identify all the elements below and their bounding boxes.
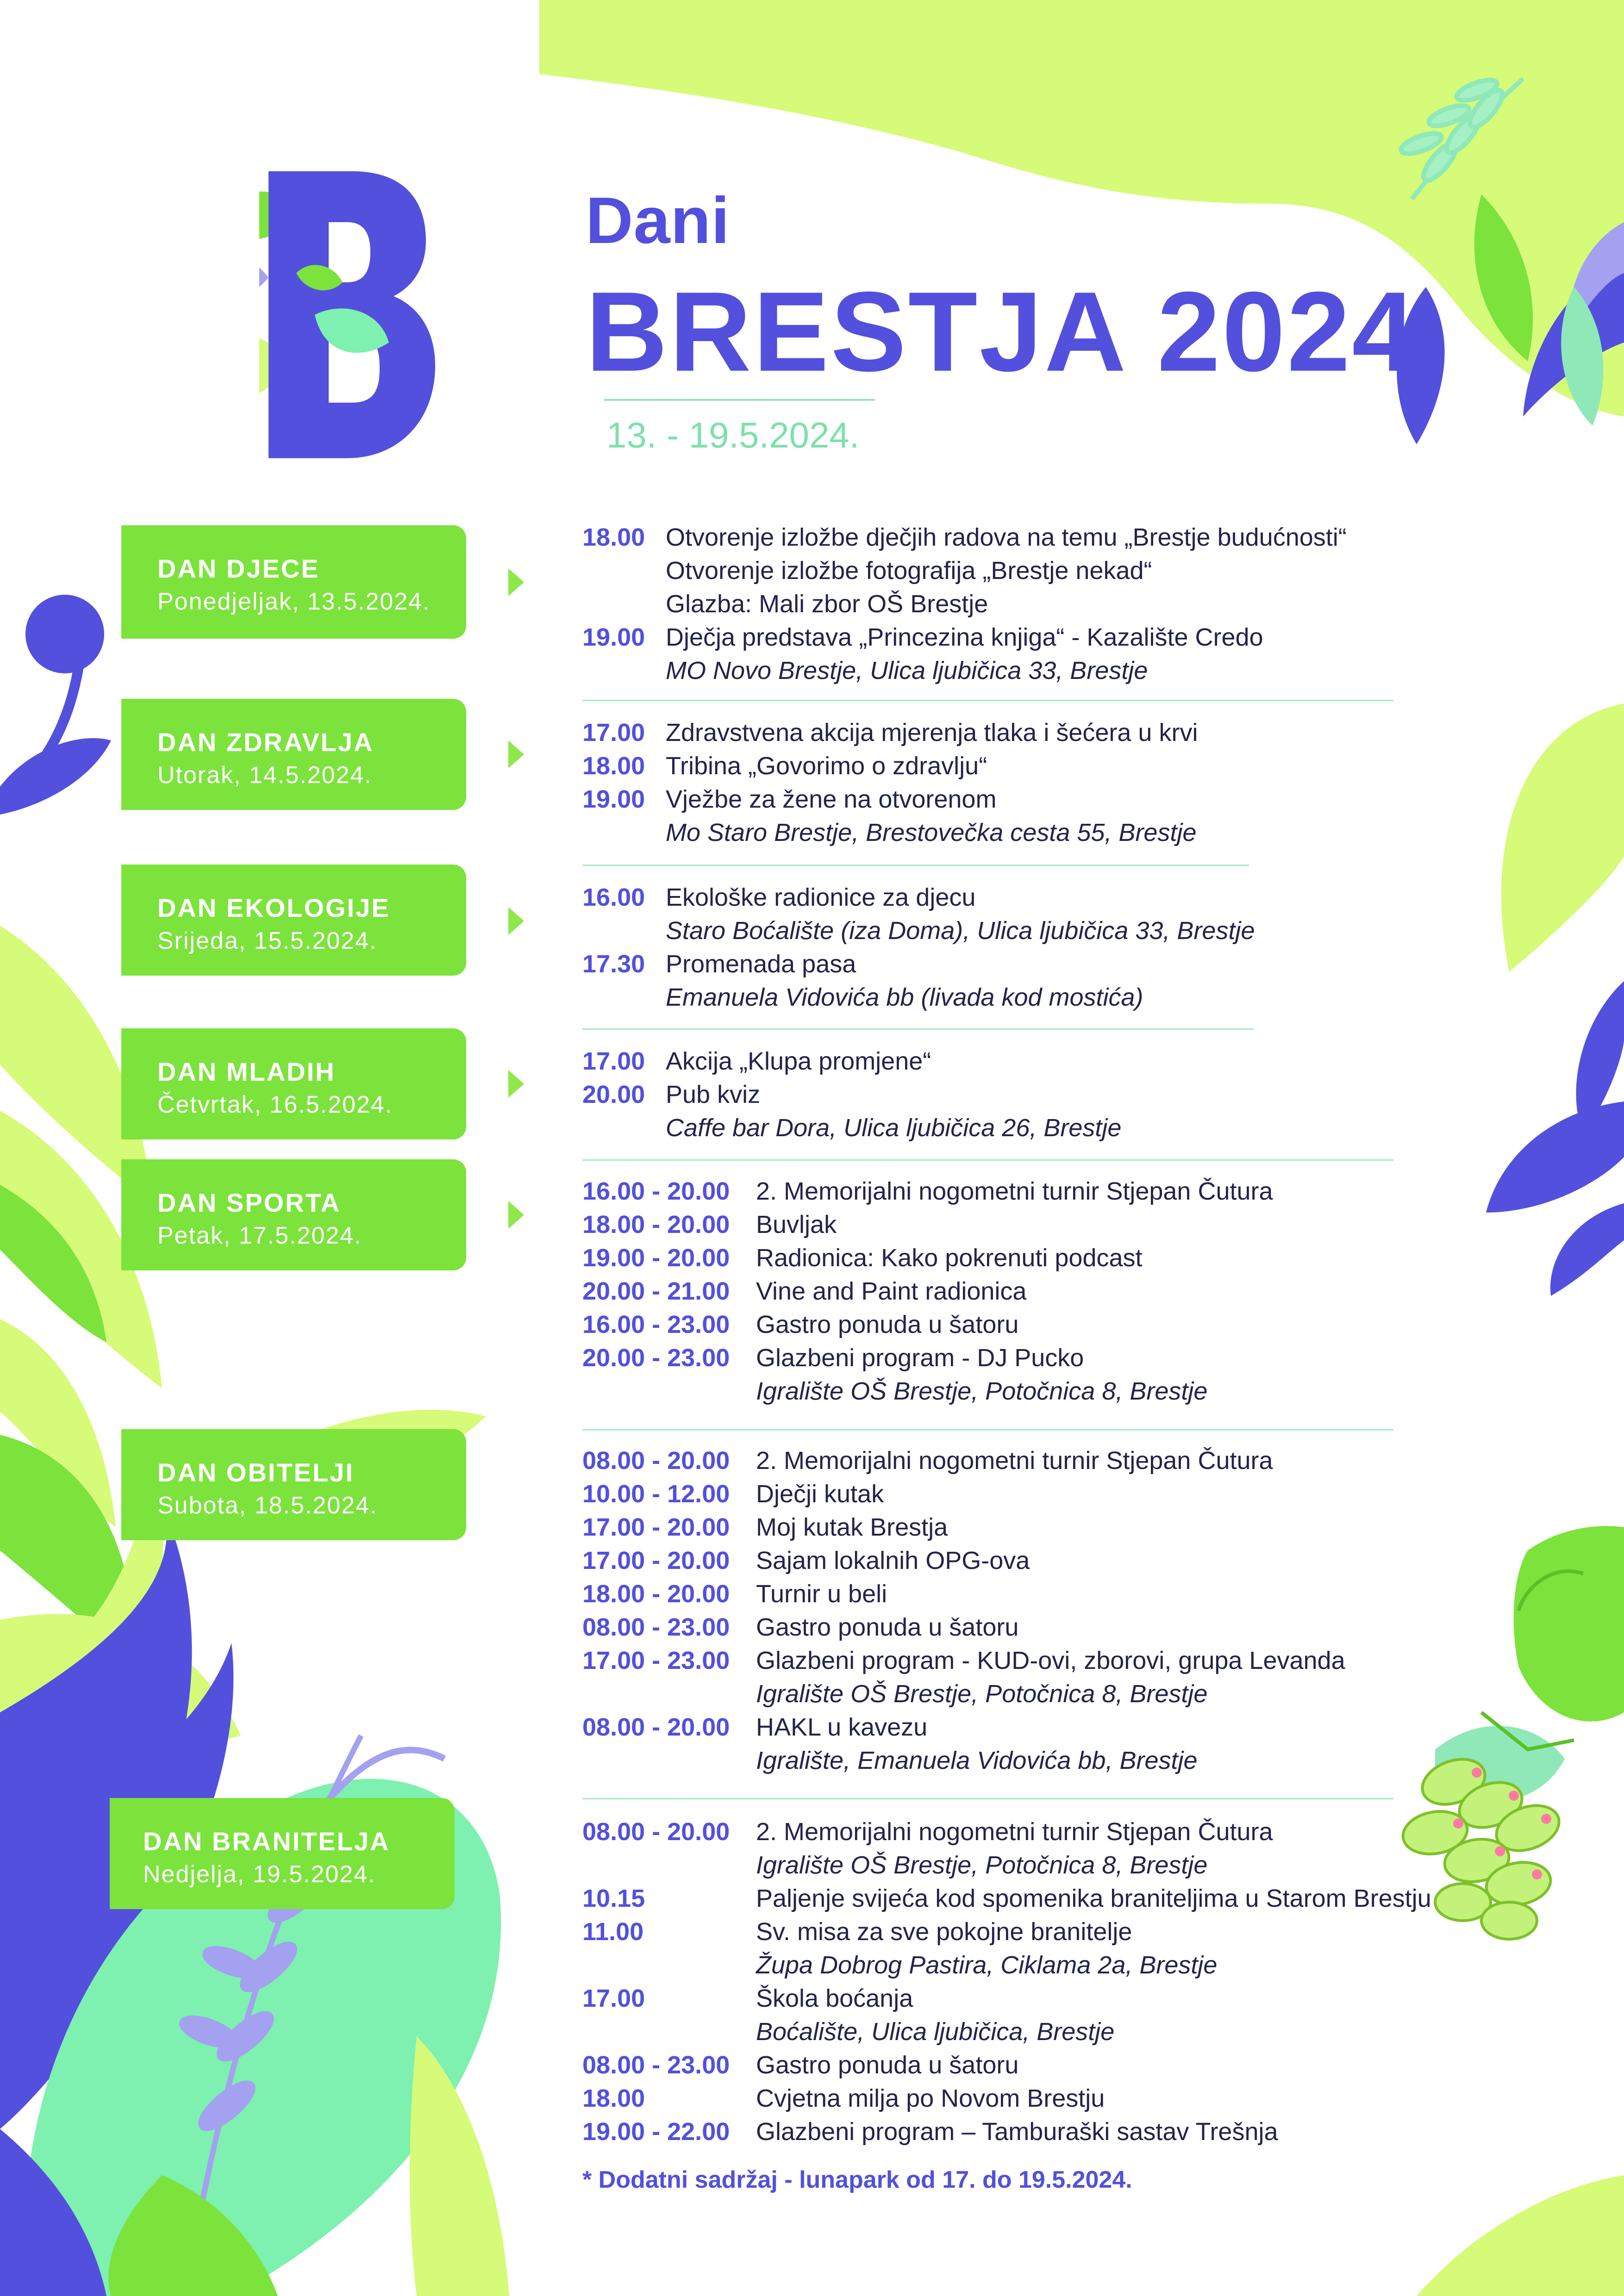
event-title: Glazbeni program - DJ Pucko [756, 1344, 1084, 1372]
event-row [582, 1477, 1416, 1511]
event-location [582, 1848, 1416, 1882]
event-row [582, 1275, 1416, 1308]
day-name: DAN ZDRAVLJA [157, 728, 374, 757]
section-divider [582, 1028, 1254, 1030]
event-time: 08.00 - 20.00 [582, 1713, 730, 1741]
event-time: 08.00 - 23.00 [582, 2051, 730, 2079]
section-divider [582, 865, 1249, 866]
event-title: Cvjetna milja po Novom Brestju [756, 2084, 1105, 2112]
event-row [582, 1511, 1416, 1544]
day-box [121, 1429, 466, 1540]
event-row [582, 749, 1416, 783]
event-title: Gastro ponuda u šatoru [756, 1613, 1019, 1641]
event-title: Zdravstvena akcija mjerenja tlaka i šećera u krvi [666, 719, 1198, 747]
event-time: 18.00 [582, 752, 645, 780]
event-row [582, 1175, 1416, 1208]
day-name: DAN OBITELJI [157, 1458, 354, 1487]
event-location [582, 1111, 1416, 1145]
event-location-text: Mo Staro Brestje, Brestovečka cesta 55, Brestje [666, 819, 1197, 846]
event-time: 17.00 - 20.00 [582, 1513, 730, 1541]
event-row [582, 554, 1416, 587]
event-title: Sajam lokalnih OPG-ova [756, 1547, 1030, 1574]
event-row [582, 1644, 1416, 1677]
day-date: Petak, 17.5.2024. [157, 1222, 362, 1249]
day-name: DAN EKOLOGIJE [157, 893, 390, 922]
day-schedule [582, 1815, 1431, 2148]
event-time: 18.00 - 20.00 [582, 1580, 730, 1608]
event-title: Otvorenje izložbe fotografija „Brestje nekad“ [666, 557, 1152, 585]
day-name: DAN BRANITELJA [143, 1827, 390, 1856]
arrow-right-icon [508, 1201, 524, 1229]
event-title: Škola boćanja [756, 1985, 913, 2012]
event-location-text: Igralište OŠ Brestje, Potočnica 8, Brestje [756, 1680, 1208, 1708]
event-time: 20.00 - 21.00 [582, 1277, 730, 1305]
logo-b [259, 171, 444, 467]
day-box [121, 865, 466, 976]
event-time: 17.00 [582, 719, 645, 747]
event-location-text: MO Novo Brestje, Ulica ljubičica 33, Brestje [666, 657, 1148, 684]
event-time: 08.00 - 20.00 [582, 1818, 730, 1846]
event-title: Ekološke radionice za djecu [666, 884, 976, 911]
day-box [121, 1028, 466, 1139]
event-row [582, 1045, 1416, 1078]
event-title: Moj kutak Brestja [756, 1513, 948, 1541]
event-location [582, 1948, 1416, 1982]
event-row [582, 2082, 1416, 2115]
festival-date-range: 13. - 19.5.2024. [606, 415, 860, 455]
day-date: Srijeda, 15.5.2024. [157, 927, 377, 954]
event-time: 10.15 [582, 1885, 645, 1912]
day-date: Nedjelja, 19.5.2024. [143, 1861, 376, 1888]
event-row [582, 1078, 1416, 1111]
event-time: 20.00 [582, 1081, 645, 1108]
event-time: 17.00 [582, 1047, 645, 1075]
arrow-right-icon [508, 1070, 524, 1098]
event-location-text: Caffe bar Dora, Ulica ljubičica 26, Brestje [666, 1114, 1122, 1142]
event-row [582, 783, 1416, 816]
event-title: Vježbe za žene na otvorenom [666, 785, 997, 813]
event-title: Glazba: Mali zbor OŠ Brestje [666, 590, 988, 618]
event-location-text: Igralište, Emanuela Vidovića bb, Brestje [756, 1747, 1198, 1774]
day-date: Četvrtak, 16.5.2024. [157, 1091, 393, 1118]
event-row [582, 2048, 1416, 2082]
event-row [582, 1544, 1416, 1577]
arrow-right-icon [508, 907, 524, 935]
event-location [582, 981, 1416, 1014]
section-divider [582, 1159, 1393, 1161]
event-time: 08.00 - 20.00 [582, 1447, 730, 1475]
event-row [582, 2115, 1416, 2148]
event-title: Pub kviz [666, 1081, 761, 1108]
event-title: Glazbeni program – Tamburaški sastav Trešnja [756, 2118, 1278, 2146]
day-box [110, 1798, 455, 1909]
event-location [582, 816, 1416, 849]
event-title: Akcija „Klupa promjene“ [666, 1047, 931, 1075]
event-time: 17.00 [582, 1985, 645, 2012]
event-row [582, 716, 1416, 749]
event-row [582, 1915, 1416, 1948]
event-location-text: Boćalište, Ulica ljubičica, Brestje [756, 2018, 1115, 2046]
page-title: BRESTJA 2024. [586, 268, 1450, 395]
event-time: 19.00 [582, 623, 645, 651]
event-row [582, 1241, 1416, 1275]
day-date: Utorak, 14.5.2024. [157, 762, 372, 789]
event-location-text: Igralište OŠ Brestje, Potočnica 8, Brestje [756, 1851, 1208, 1879]
event-title: Gastro ponuda u šatoru [756, 2051, 1019, 2079]
section-divider [582, 1429, 1393, 1431]
day-name: DAN SPORTA [157, 1188, 341, 1217]
event-row [582, 1815, 1416, 1848]
event-time: 16.00 - 23.00 [582, 1311, 730, 1338]
event-title: Sv. misa za sve pokojne branitelje [756, 1918, 1132, 1946]
event-row [582, 881, 1416, 914]
event-location-text: Igralište OŠ Brestje, Potočnica 8, Brestje [756, 1377, 1208, 1405]
event-time: 17.30 [582, 950, 645, 978]
day-box [121, 525, 466, 639]
event-time: 17.00 - 20.00 [582, 1547, 730, 1574]
event-time: 16.00 [582, 884, 645, 911]
event-title: Vine and Paint radionica [756, 1277, 1027, 1305]
arrow-right-icon [508, 568, 524, 596]
event-location [582, 654, 1416, 687]
day-date: Subota, 18.5.2024. [157, 1492, 378, 1519]
event-title: 2. Memorijalni nogometni turnir Stjepan Čutura [756, 1818, 1273, 1846]
event-title: Otvorenje izložbe dječjih radova na temu „Brestje budućnosti“ [666, 523, 1347, 551]
event-title: Tribina „Govorimo o zdravlju“ [666, 752, 987, 780]
event-row [582, 1341, 1416, 1375]
event-location [582, 1677, 1416, 1711]
arrow-right-icon [508, 740, 524, 768]
day-name: DAN DJECE [157, 554, 320, 583]
event-row [582, 1208, 1416, 1241]
event-row [582, 947, 1416, 981]
day-box [121, 699, 466, 810]
event-row [582, 621, 1416, 654]
event-title: Radionica: Kako pokrenuti podcast [756, 1244, 1143, 1272]
event-time: 19.00 - 22.00 [582, 2118, 730, 2146]
event-location [582, 1375, 1416, 1408]
event-title: 2. Memorijalni nogometni turnir Stjepan Čutura [756, 1447, 1273, 1475]
event-time: 20.00 - 23.00 [582, 1344, 730, 1372]
event-title: Buvljak [756, 1211, 837, 1238]
section-divider [582, 1798, 1393, 1799]
event-row [582, 1308, 1416, 1341]
event-title: HAKL u kavezu [756, 1713, 928, 1741]
event-title: 2. Memorijalni nogometni turnir Stjepan Čutura [756, 1177, 1273, 1205]
event-time: 18.00 [582, 523, 645, 551]
day-box [121, 1159, 466, 1270]
event-row [582, 1882, 1431, 1915]
event-time: 19.00 - 20.00 [582, 1244, 730, 1272]
event-location [582, 2015, 1416, 2048]
footer-note: * Dodatni sadržaj - lunapark od 17. do 19.5.2024. [582, 2166, 1132, 2193]
event-row [582, 587, 1416, 621]
event-row [582, 521, 1416, 554]
event-title: Dječja predstava „Princezina knjiga“ - Kazalište Credo [666, 623, 1263, 651]
day-schedule [582, 1444, 1416, 1777]
event-location-text: Emanuela Vidovića bb (livada kod mostića) [666, 983, 1143, 1011]
day-schedule [582, 1175, 1416, 1408]
event-time: 18.00 - 20.00 [582, 1211, 730, 1238]
event-title: Glazbeni program - KUD-ovi, zborovi, grupa Levanda [756, 1647, 1345, 1674]
event-title: Turnir u beli [756, 1580, 887, 1608]
event-row [582, 1577, 1416, 1611]
event-location-text: Staro Boćalište (iza Doma), Ulica ljubičica 33, Brestje [666, 917, 1255, 945]
event-row [582, 1444, 1416, 1477]
title-dani: Dani [586, 184, 730, 257]
event-location [582, 914, 1416, 947]
day-schedule [582, 521, 1416, 687]
event-time: 17.00 - 23.00 [582, 1647, 730, 1674]
event-time: 19.00 [582, 785, 645, 813]
event-title: Promenada pasa [666, 950, 856, 978]
event-title: Gastro ponuda u šatoru [756, 1311, 1019, 1338]
event-row [582, 1982, 1416, 2015]
event-title: Paljenje svijeća kod spomenika braniteljima u Starom Brestju [756, 1885, 1431, 1912]
title-divider [604, 399, 875, 401]
event-time: 18.00 [582, 2084, 645, 2112]
event-row [582, 1611, 1416, 1644]
event-time: 08.00 - 23.00 [582, 1613, 730, 1641]
event-time: 16.00 - 20.00 [582, 1177, 730, 1205]
section-divider [582, 700, 1393, 701]
day-name: DAN MLADIH [157, 1057, 336, 1086]
day-schedule [582, 716, 1416, 849]
event-title: Dječji kutak [756, 1480, 884, 1508]
event-time: 10.00 - 12.00 [582, 1480, 730, 1508]
event-time: 11.00 [582, 1918, 644, 1946]
event-row [582, 1711, 1416, 1744]
day-schedule [582, 881, 1416, 1014]
day-schedule [582, 1045, 1416, 1145]
event-location-text: Župa Dobrog Pastira, Ciklama 2a, Brestje [756, 1951, 1218, 1979]
event-location [582, 1744, 1416, 1777]
day-date: Ponedjeljak, 13.5.2024. [157, 588, 431, 615]
